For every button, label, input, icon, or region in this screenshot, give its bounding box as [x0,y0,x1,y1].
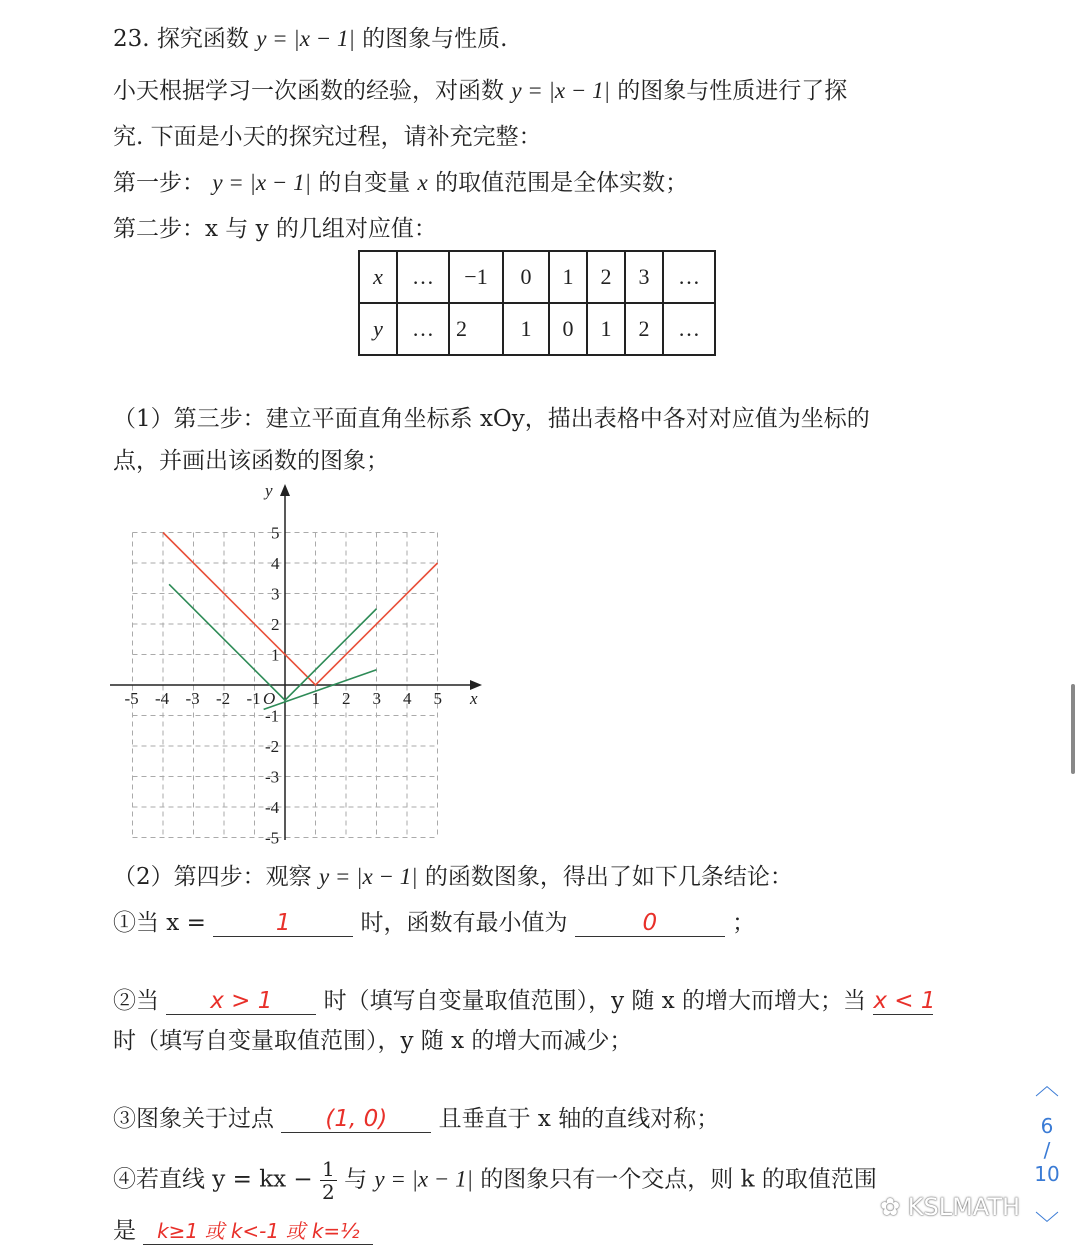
y-tick-label: -4 [265,798,280,817]
fraction: $\frac{1}{2}$ [322,1157,335,1204]
intro-line-1: 小天根据学习一次函数的经验，对函数 y = |x − 1| 的图象与性质进行了探 [113,78,848,104]
table-cell: … [397,303,449,355]
answer-blank-4[interactable]: x < 1 [873,988,936,1014]
x-tick-label: 3 [372,689,381,708]
answer-blank-1[interactable]: 1 [213,910,353,937]
table-cell: 1 [587,303,625,355]
problem-title: 23. 探究函数 y = |x − 1| 的图象与性质. [113,26,508,52]
part2-line-1: （2）第四步：观察 y = |x − 1| 的函数图象，得出了如下几条结论： [113,864,793,890]
y-tick-label: -5 [265,828,280,848]
x-tick-label: -5 [124,689,139,708]
y-tick-label: 4 [271,554,280,573]
intro-line-2: 究. 下面是小天的探究过程，请补充完整： [113,124,542,150]
answer-blank-5[interactable]: (1, 0) [281,1106,431,1133]
x-tick-label: -2 [216,689,231,708]
table-cell: 0 [503,251,549,303]
table-cell: 1 [549,251,587,303]
question-2: ②当 x > 1 时（填写自变量取值范围），y 随 x 的增大而增大；当 x < 1 [113,988,936,1014]
table-cell: y [359,303,397,355]
scrollbar[interactable] [1071,684,1075,774]
y-tick-label: -2 [265,737,280,756]
watermark: ✿ KSLMATH [880,1193,1021,1221]
table-cell: x [359,251,397,303]
function-graph [100,478,500,848]
part1-line-1: （1）第三步：建立平面直角坐标系 xOy，描出表格中各对对应值为坐标的 [113,406,870,432]
question-2-cont: 时（填写自变量取值范围），y 随 x 的增大而减少； [113,1028,633,1054]
y-tick-label: 1 [271,645,280,665]
y-tick-label: 3 [271,584,280,604]
x-tick-label: -1 [246,689,261,708]
table-cell: … [663,251,715,303]
x-tick-label: 5 [433,689,442,708]
y-tick-label: -1 [265,706,280,726]
step-1: 第一步： y = |x − 1| 的自变量 x 的取值范围是全体实数； [113,170,689,196]
table-cell: −1 [449,251,503,303]
page-down-button[interactable]: ﹀ [1035,1210,1059,1238]
x-tick-label: -3 [185,689,200,708]
x-axis-label: x [470,689,478,708]
step-2: 第二步：x 与 y 的几组对应值： [113,216,437,242]
answer-blank-6[interactable]: k≥1 或 k<-1 或 k=½ [143,1215,373,1245]
x-tick-label: 1 [311,689,320,708]
x-tick-label: -4 [155,689,170,708]
wechat-icon: ✿ [880,1193,901,1221]
question-1: ①当 x = 1 时，函数有最小值为 0 ； [113,910,756,936]
page-up-button[interactable]: ︿ [1035,1072,1059,1100]
y-tick-label: 5 [271,523,280,543]
question-4: ④若直线 y = kx − $\frac{1}{2}$ 与 y = |x − 1| 的图象只有一个交点，则 k 的取值范围 [113,1157,877,1204]
table-cell: … [663,303,715,355]
page-slash: / [1043,1138,1051,1162]
page-total: 10 [1034,1162,1060,1186]
origin-label: O [263,689,276,708]
table-cell: 0 [549,303,587,355]
table-cell: 2 [449,303,503,355]
table-cell: 3 [625,251,663,303]
table-cell: 1 [503,303,549,355]
series-line [163,533,438,686]
table-row-x [359,251,715,303]
series-line [264,670,377,710]
y-axis-arrow [280,484,290,496]
y-tick-label: 2 [271,615,280,634]
x-tick-label: 2 [342,689,351,708]
question-4-cont: 是 k≥1 或 k<-1 或 k=½ [113,1212,373,1245]
value-table [358,250,716,356]
table-row-y [359,303,715,355]
question-3: ③图象关于过点 (1, 0) 且垂直于 x 轴的直线对称； [113,1106,720,1132]
y-axis-label: y [265,481,273,500]
page-current: 6 [1040,1114,1054,1138]
x-tick-label: 4 [403,689,412,708]
answer-blank-3[interactable]: x > 1 [166,988,316,1015]
function-expr: y = |x − 1| [256,26,355,51]
table-cell: 2 [587,251,625,303]
table-cell: … [397,251,449,303]
table-cell: 2 [625,303,663,355]
part1-line-2: 点，并画出该函数的图象； [113,448,389,474]
answer-blank-2[interactable]: 0 [575,910,725,937]
y-tick-label: -3 [265,767,280,787]
